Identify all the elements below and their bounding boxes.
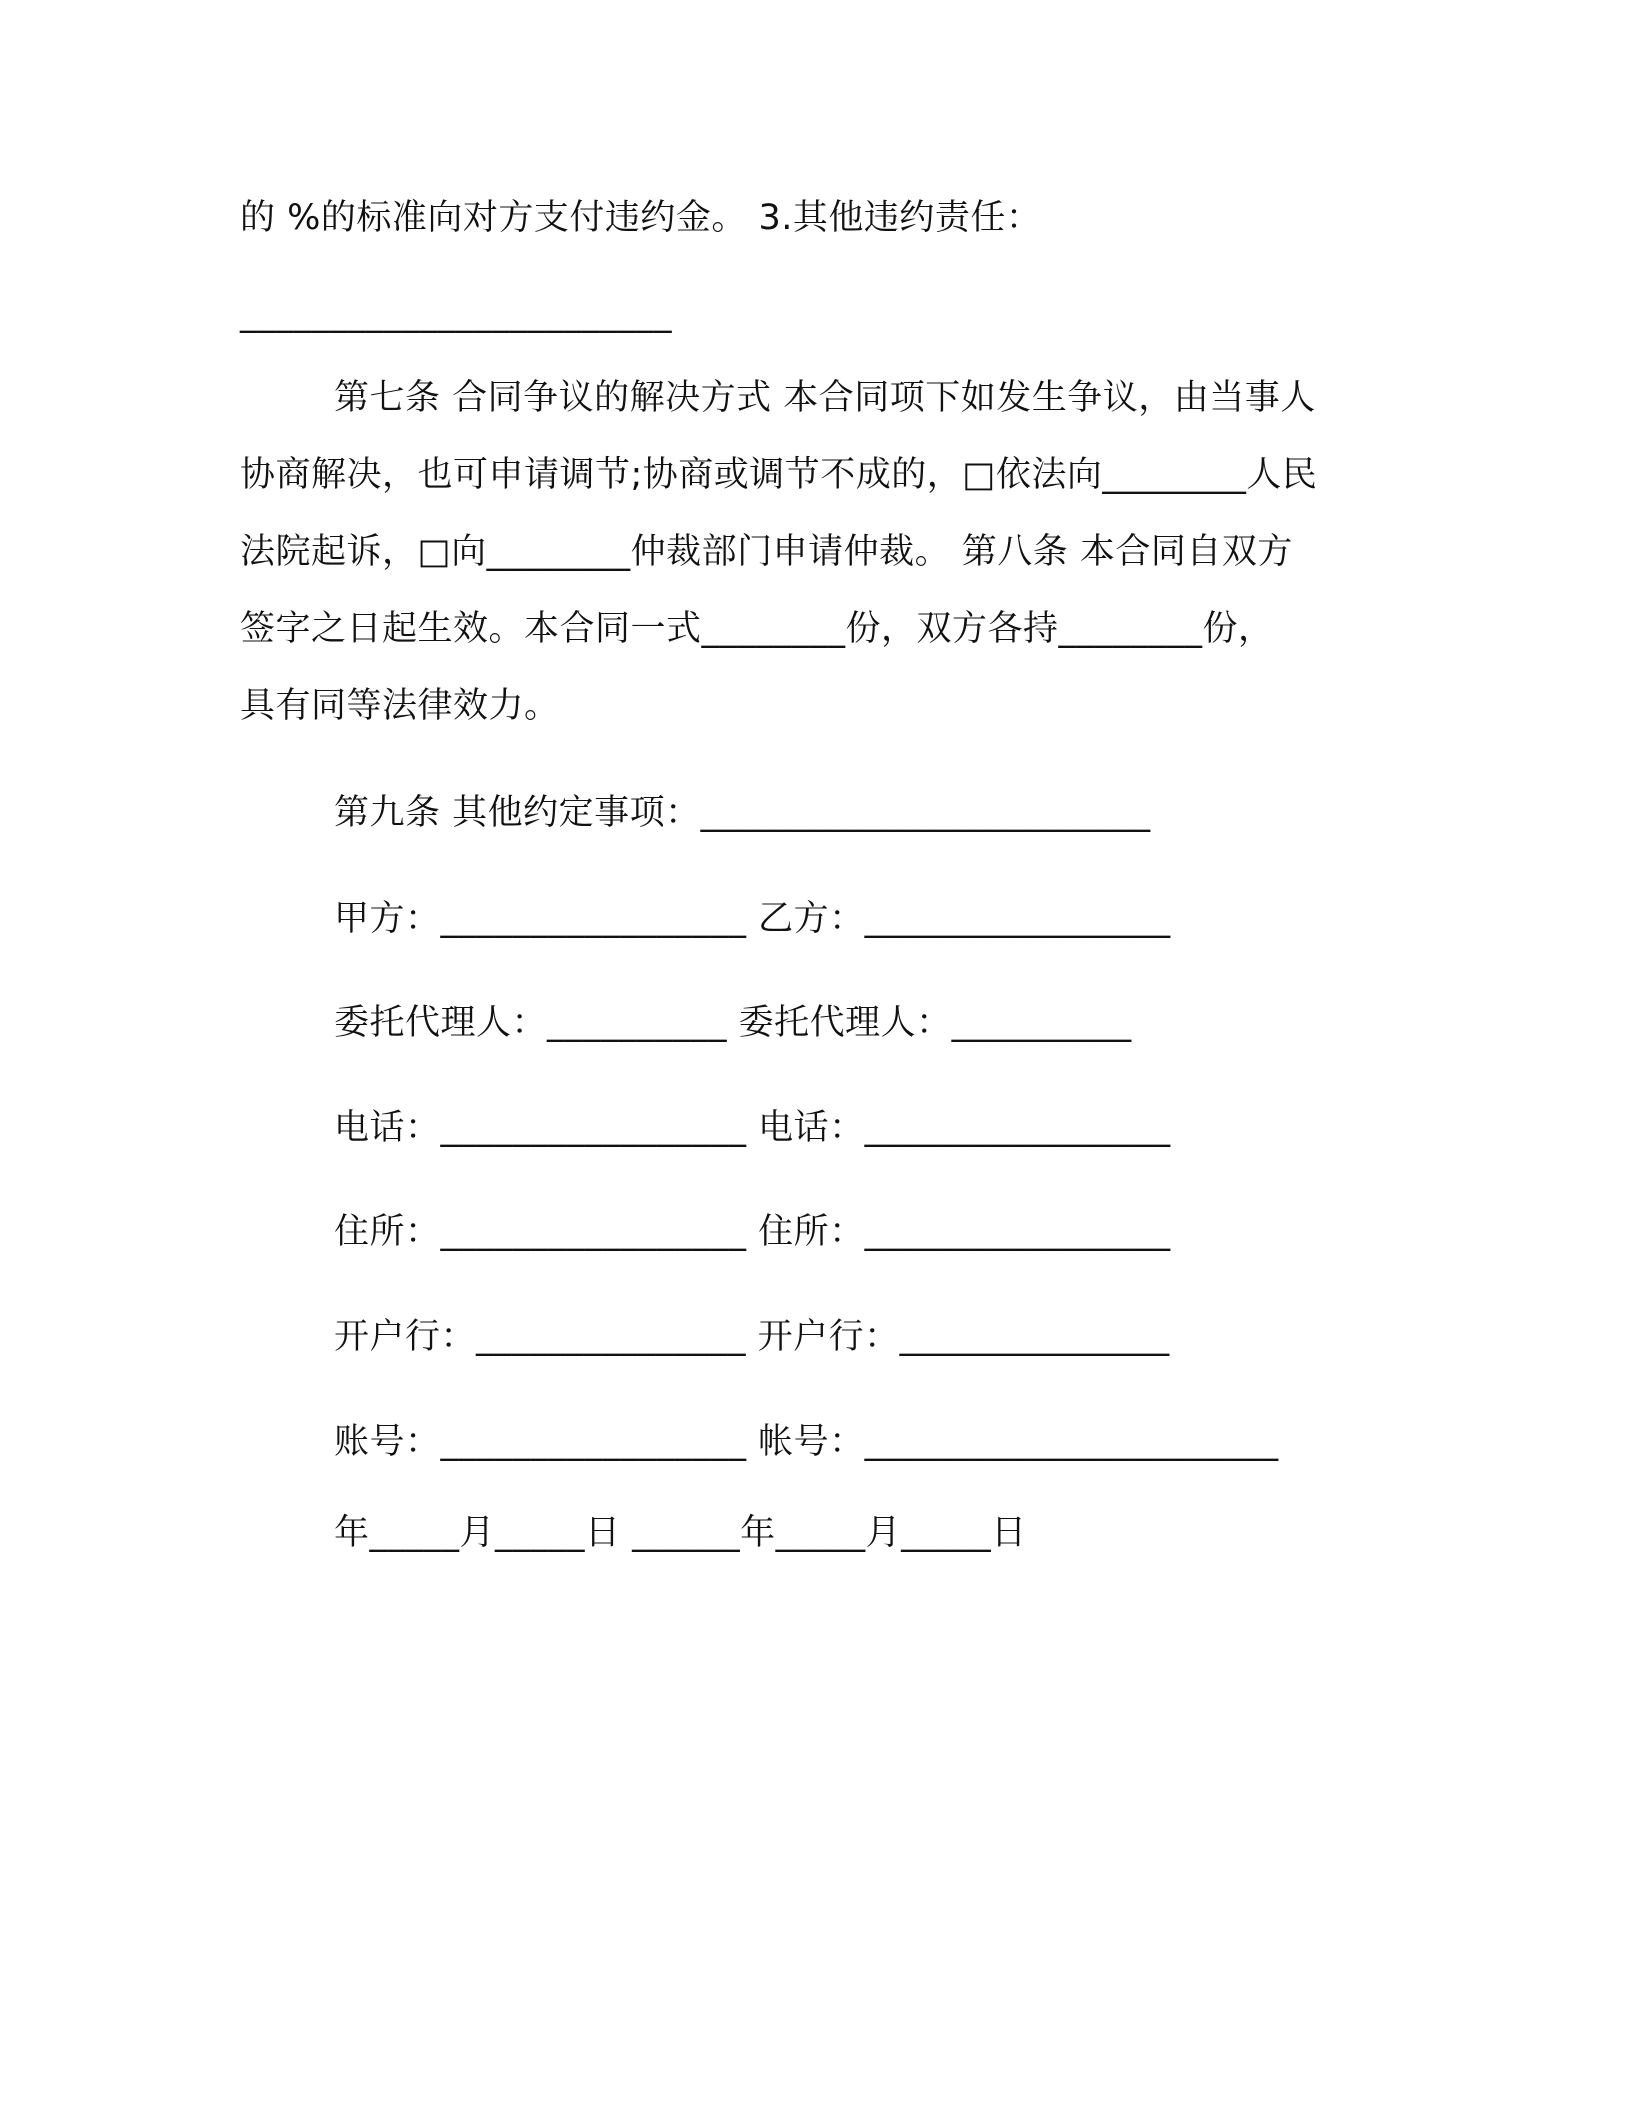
article-7-line-2: 协商解决，也可申请调节;协商或调节不成的，□依法向________人民 [240,455,1318,495]
date-line: 年_____月_____日 ______年_____月_____日 [334,1513,1027,1553]
article-7-line-1: 第七条 合同争议的解决方式 本合同项下如发生争议，由当事人 [334,378,1316,418]
article-8-line-2: 签字之日起生效。本合同一式________份，双方各持________份， [240,609,1274,649]
article-7-8-line-3: 法院起诉，□向________仲裁部门申请仲裁。 第八条 本合同自双方 [240,532,1293,572]
bank-line: 开户行：_______________ 开户行：_______________ [334,1317,1170,1357]
other-liability-blank: ________________________ [240,294,672,334]
phone-line: 电话：_________________ 电话：_________________ [334,1108,1171,1148]
article-8-line-3: 具有同等法律效力。 [240,686,560,726]
address-line: 住所：_________________ 住所：_________________ [334,1212,1171,1252]
agent-line: 委托代理人：__________ 委托代理人：__________ [334,1003,1132,1043]
penalty-clause-line: 的 %的标准向对方支付违约金。 3.其他违约责任： [240,198,1042,238]
article-9-line: 第九条 其他约定事项：_________________________ [334,793,1151,833]
party-a-b-line: 甲方：_________________ 乙方：_________________ [334,899,1171,939]
account-line: 账号：_________________ 帐号：_______________________ [334,1422,1279,1462]
